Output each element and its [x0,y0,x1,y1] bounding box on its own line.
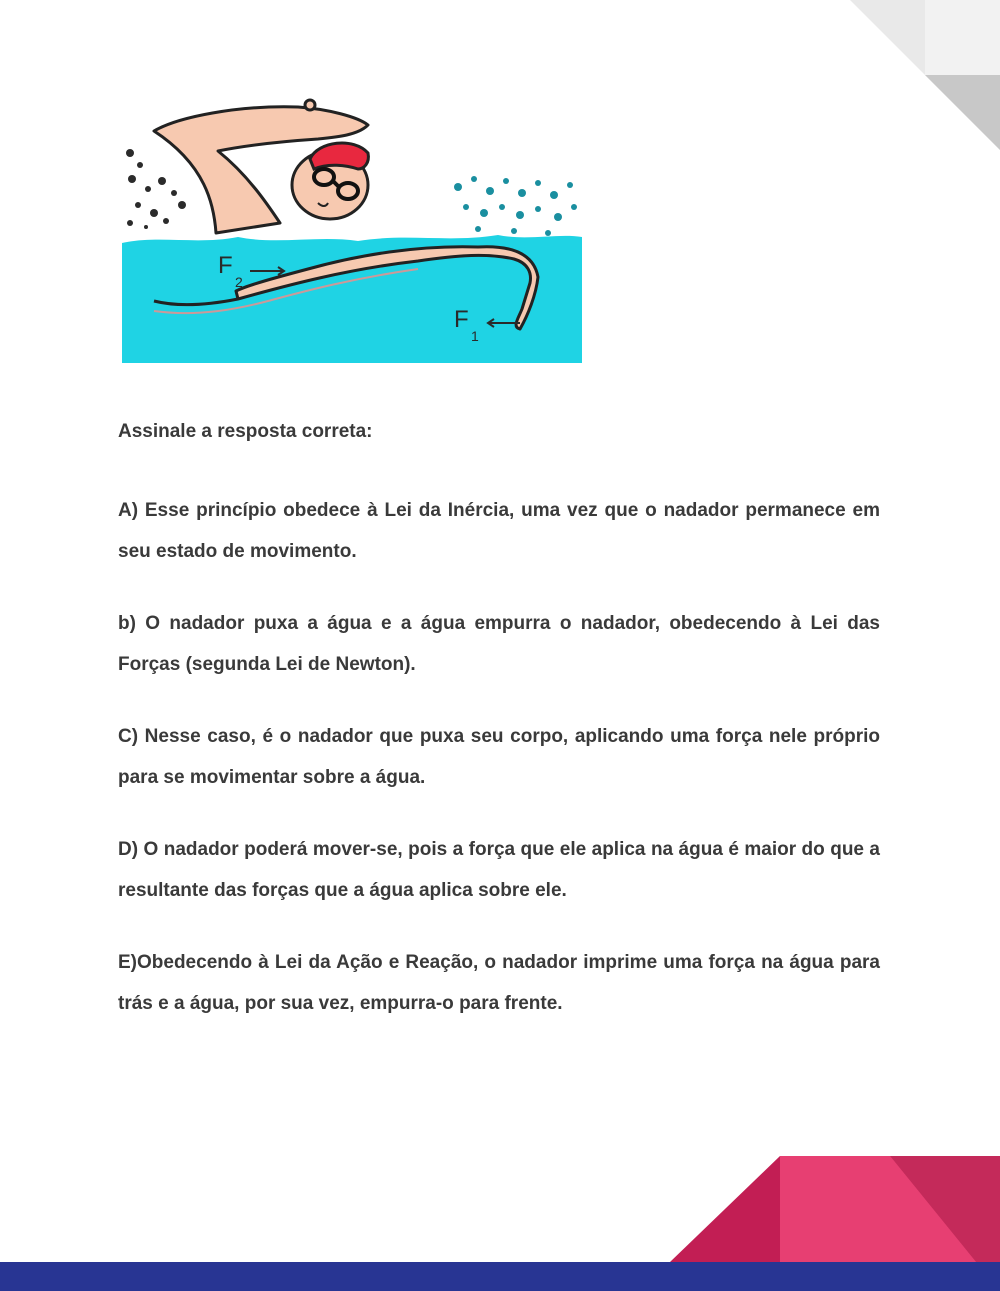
question-content [118,412,880,1055]
force-1-subscript: 1 [471,328,479,344]
option-c: C) Nesse caso, é o nadador que puxa seu corpo, aplicando uma força nele próprio para se movimentar sobre a água. [118,726,880,788]
splash-right [454,176,577,236]
splash-left [126,149,186,229]
footer-bar [0,1262,1000,1291]
option-a: A) Esse princípio obedece à Lei da Inércia, uma vez que o nadador permanece em seu estado de movimento. [118,500,880,562]
force-2-label: F [218,252,233,279]
page-corner-decoration [850,0,1000,150]
swimmer-illustration [118,95,586,365]
option-b: b) O nadador puxa a água e a água empurra o nadador, obedecendo à Lei das Forças (segunda Lei de Newton). [118,613,880,675]
bottom-corner-decoration [670,1156,1000,1262]
option-e: E)Obedecendo à Lei da Ação e Reação, o nadador imprime uma força na água para trás e a água, por sua vez, empurra-o para frente. [118,952,880,1014]
force-1-label: F [454,306,469,333]
option-d: D) O nadador poderá mover-se, pois a força que ele aplica na água é maior do que a resultante das forças que a água aplica sobre ele. [118,839,880,901]
force-2-subscript: 2 [235,274,243,290]
question-prompt: Assinale a resposta correta: [118,421,373,442]
swim-cap [310,143,368,169]
